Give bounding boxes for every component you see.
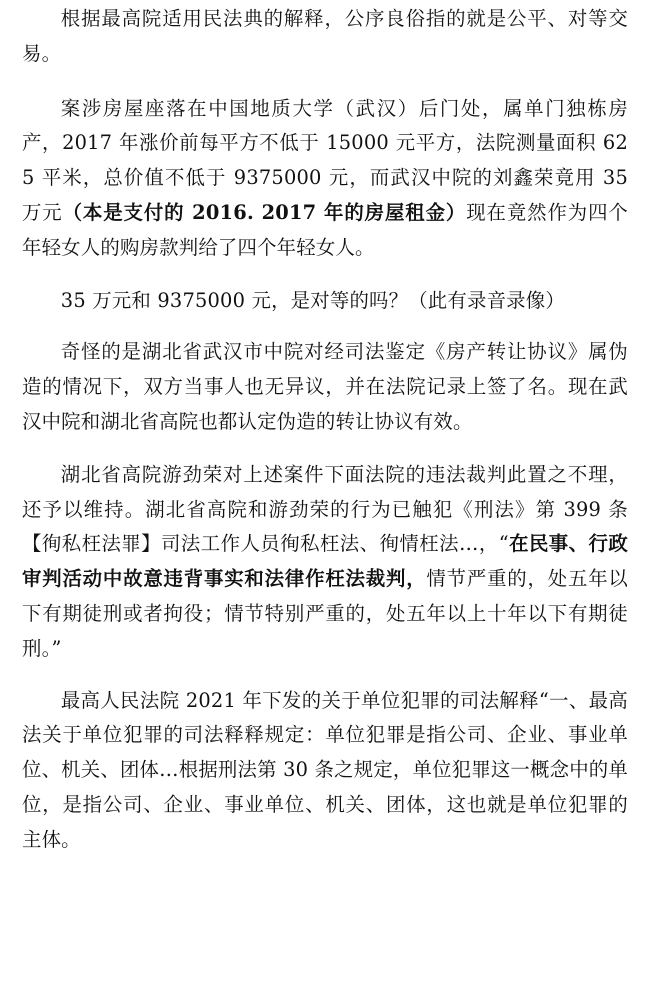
paragraph-public-order bbox=[22, 2, 628, 72]
paragraph-text: 湖北省高院游劲荣对上述案件下面法院的违法裁判此置之不理，还予以维持。湖北省高院和游劲荣的行为已触犯《刑法》第 399 条【徇私枉法罪】司法工作人员徇私枉法、徇情枉法…，“ bbox=[22, 462, 628, 556]
paragraph-unit-crime bbox=[22, 684, 628, 858]
paragraph-text: 现在竟然作为四个年轻女人的购房款判给了四个年轻女人。 bbox=[22, 200, 628, 259]
document-page bbox=[22, 0, 628, 858]
paragraph-text: 根据最高院适用民法典的解释，公序良俗指的就是公平、对等交易。 bbox=[22, 7, 628, 65]
paragraph-house-valuation bbox=[22, 92, 628, 266]
paragraph-text: 奇怪的是湖北省武汉市中院对经司法鉴定《房产转让协议》属伪造的情况下，双方当事人也无异议，并在法院记录上签了名。现在武汉中院和湖北省高院也都认定伪造的转让协议有效。 bbox=[22, 340, 628, 433]
paragraph-text: 35 万元和 9375000 元，是对等的吗？（此有录音录像） bbox=[60, 288, 565, 312]
paragraph-text: 情节严重的，处五年以下有期徒刑或者拘役；情节特别严重的，处五年以上十年以下有期徒刑。” bbox=[22, 567, 629, 660]
bold-law-quote: 在民事、行政审判活动中故意违背事实和法律作枉法裁判， bbox=[22, 532, 628, 591]
paragraph-forged-agreement bbox=[22, 335, 628, 439]
paragraph-equal-question bbox=[22, 284, 628, 319]
paragraph-text: 最高人民法院 2021 年下发的关于单位犯罪的司法解释“一、最高法关于单位犯罪的司法释释规定：单位犯罪是指公司、企业、事业单位、机关、团体…根据刑法第 30 条之规定，单位犯罪这一概念中的单位，是指公司、企业、事业单位、机关、团体，这也就是单位犯罪的主体。 bbox=[22, 688, 628, 851]
paragraph-criminal-law bbox=[22, 458, 628, 667]
bold-rent-note: （本是支付的 2016. 2017 年的房屋租金） bbox=[62, 200, 467, 224]
paragraph-text: 案涉房屋座落在中国地质大学（武汉）后门处，属单门独栋房产，2017 年涨价前每平方不低于 15000 元平方，法院测量面积 625 平米，总价值不低于 9375000 元，而武汉中院的刘鑫荣竟用 35 万元 bbox=[22, 96, 628, 224]
